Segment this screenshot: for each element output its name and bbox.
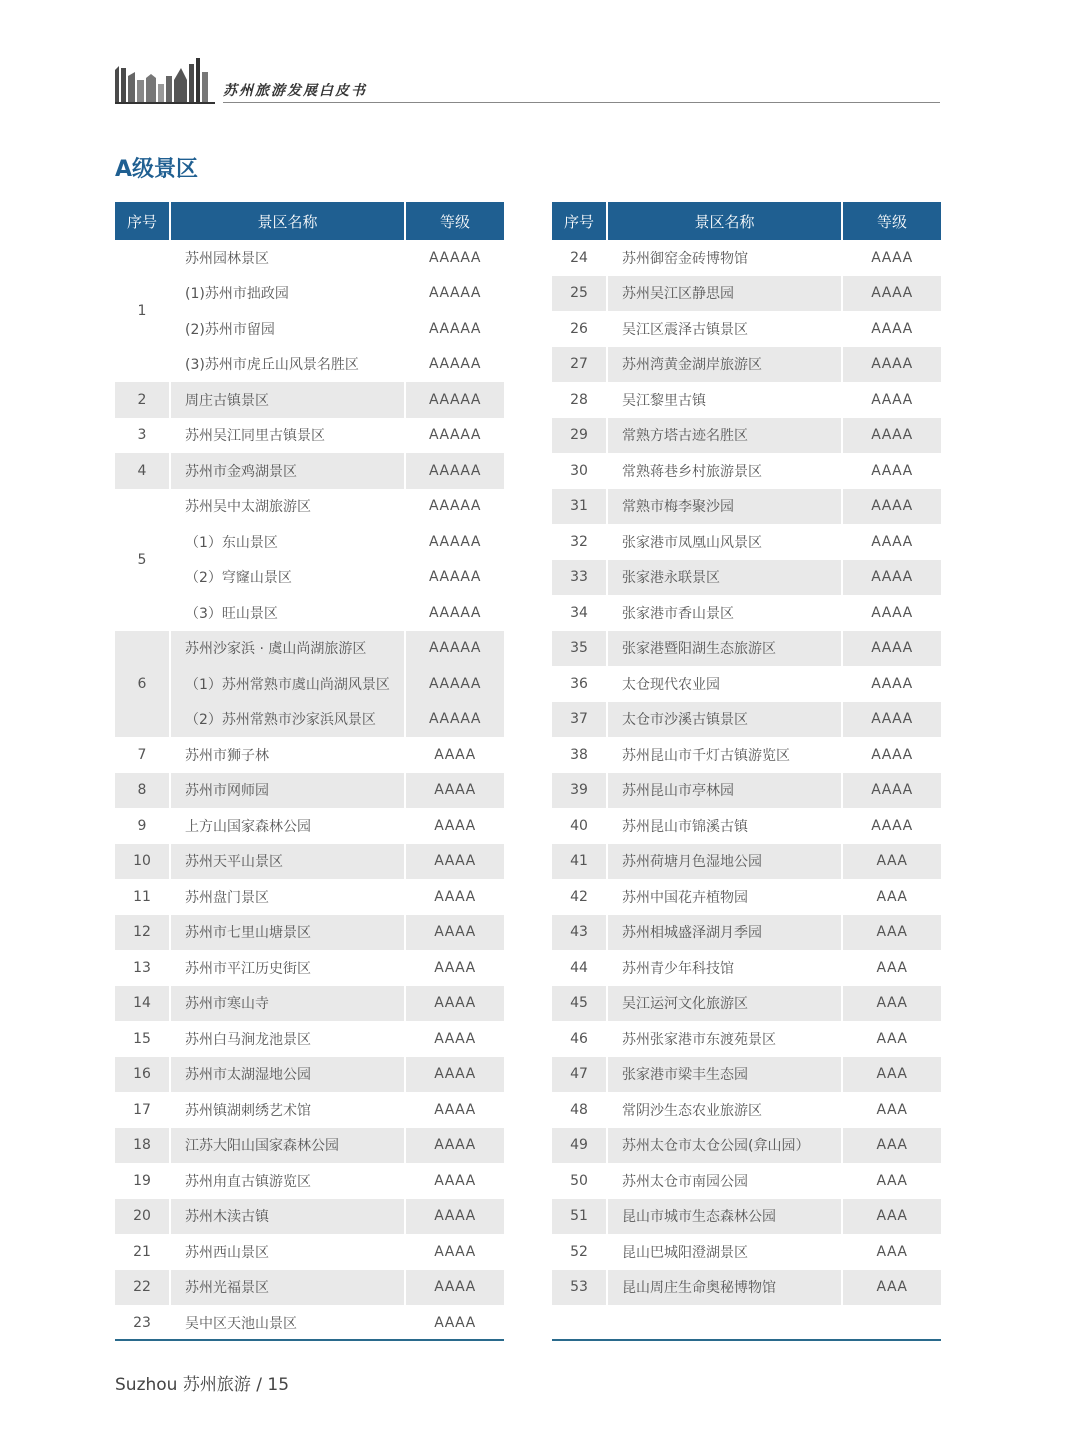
row-number: 1	[115, 240, 170, 382]
scenic-area-level: AAAA	[405, 737, 504, 773]
row-number: 5	[115, 489, 170, 631]
row-number: 6	[115, 631, 170, 738]
table-row	[552, 489, 941, 525]
scenic-area-level: AAAAA	[405, 595, 504, 631]
table-row	[552, 1092, 941, 1128]
table-row	[552, 915, 941, 951]
row-number: 38	[552, 737, 607, 773]
row-number: 43	[552, 915, 607, 951]
scenic-area-level: AAA	[842, 1021, 941, 1057]
scenic-area-level: AAAA	[842, 418, 941, 454]
row-number: 16	[115, 1057, 170, 1093]
scenic-area-level: AAAAA	[405, 666, 504, 702]
table-row	[552, 702, 941, 738]
table-row	[552, 986, 941, 1022]
scenic-area-level: AAAA	[405, 844, 504, 880]
scenic-area-name: 苏州西山景区	[170, 1234, 405, 1270]
table-row	[115, 595, 504, 631]
table-row	[115, 276, 504, 312]
row-number: 8	[115, 773, 170, 809]
scenic-area-name: 吴江黎里古镇	[607, 382, 842, 418]
scenic-area-level: AAAA	[405, 1270, 504, 1306]
row-number: 9	[115, 808, 170, 844]
scenic-area-name: 苏州市金鸡湖景区	[170, 453, 405, 489]
row-number: 25	[552, 276, 607, 312]
row-number: 45	[552, 986, 607, 1022]
row-number: 12	[115, 915, 170, 951]
scenic-area-name: 苏州园林景区	[170, 240, 405, 276]
table-row	[115, 1128, 504, 1164]
scenic-area-name: 苏州御窑金砖博物馆	[607, 240, 842, 276]
row-number: 51	[552, 1199, 607, 1235]
table-row	[115, 311, 504, 347]
row-number: 13	[115, 950, 170, 986]
scenic-area-name: 常熟市梅李聚沙园	[607, 489, 842, 525]
scenic-area-level: AAAAA	[405, 489, 504, 525]
scenic-area-name: 苏州吴江区静思园	[607, 276, 842, 312]
scenic-area-level: AAAA	[842, 595, 941, 631]
table-header-row	[115, 202, 504, 240]
table-row	[552, 844, 941, 880]
row-number: 28	[552, 382, 607, 418]
scenic-area-name: 苏州市太湖湿地公园	[170, 1057, 405, 1093]
table-row	[552, 1234, 941, 1270]
table-row	[552, 347, 941, 383]
row-number: 23	[115, 1305, 170, 1341]
scenic-area-level: AAAA	[405, 950, 504, 986]
scenic-area-level: AAA	[842, 1270, 941, 1306]
scenic-area-level: AAAA	[842, 489, 941, 525]
scenic-area-name: 张家港市梁丰生态园	[607, 1057, 842, 1093]
row-number: 24	[552, 240, 607, 276]
scenic-area-name: 昆山周庄生命奥秘博物馆	[607, 1270, 842, 1306]
table-row	[552, 631, 941, 667]
table-row	[115, 808, 504, 844]
header-title: 苏州旅游发展白皮书	[223, 83, 367, 99]
table-row	[115, 453, 504, 489]
scenic-area-level: AAA	[842, 1199, 941, 1235]
row-number: 32	[552, 524, 607, 560]
table-row	[115, 489, 504, 525]
scenic-area-level: AAAA	[405, 1092, 504, 1128]
scenic-table-left	[115, 202, 504, 1341]
table-row	[115, 1021, 504, 1057]
row-number: 46	[552, 1021, 607, 1057]
row-number: 18	[115, 1128, 170, 1164]
table-row	[115, 702, 504, 738]
table-row	[115, 844, 504, 880]
table-row	[115, 1270, 504, 1306]
scenic-area-level: AAAA	[842, 453, 941, 489]
table-row	[552, 808, 941, 844]
page-footer: Suzhou 苏州旅游 / 15	[115, 1375, 290, 1395]
scenic-area-level: AAAA	[842, 808, 941, 844]
scenic-area-name: 苏州太仓市南园公园	[607, 1163, 842, 1199]
scenic-area-name: 苏州甪直古镇游览区	[170, 1163, 405, 1199]
scenic-area-name: 苏州昆山市亭林园	[607, 773, 842, 809]
row-number: 29	[552, 418, 607, 454]
scenic-area-name: 张家港暨阳湖生态旅游区	[607, 631, 842, 667]
scenic-area-name: 江苏大阳山国家森林公园	[170, 1128, 405, 1164]
scenic-area-name: 苏州市狮子林	[170, 737, 405, 773]
row-number: 11	[115, 879, 170, 915]
table-right-bottom-rule	[552, 1339, 941, 1341]
scenic-area-level: AAA	[842, 1163, 941, 1199]
table-row	[115, 915, 504, 951]
scenic-table-right	[552, 202, 941, 1305]
page-header	[115, 58, 940, 106]
row-number: 40	[552, 808, 607, 844]
scenic-area-name: （2）穹窿山景区	[170, 560, 405, 596]
scenic-area-name: 苏州张家港市东渡苑景区	[607, 1021, 842, 1057]
table-row	[115, 382, 504, 418]
scenic-area-name: 周庄古镇景区	[170, 382, 405, 418]
row-number: 36	[552, 666, 607, 702]
scenic-area-level: AAAA	[405, 1021, 504, 1057]
header-divider	[223, 102, 940, 103]
column-header-level: 等级	[842, 202, 941, 240]
table-row	[115, 666, 504, 702]
scenic-area-level: AAA	[842, 1057, 941, 1093]
scenic-area-level: AAA	[842, 879, 941, 915]
table-row	[552, 666, 941, 702]
city-skyline-logo	[115, 58, 215, 104]
scenic-area-name: 苏州昆山市锦溪古镇	[607, 808, 842, 844]
table-row	[115, 524, 504, 560]
scenic-area-name: 苏州湾黄金湖岸旅游区	[607, 347, 842, 383]
row-number: 21	[115, 1234, 170, 1270]
row-number: 42	[552, 879, 607, 915]
scenic-area-level: AAAAA	[405, 524, 504, 560]
row-number: 15	[115, 1021, 170, 1057]
scenic-area-name: 苏州市寒山寺	[170, 986, 405, 1022]
scenic-area-name: 苏州太仓市太仓公园(弇山园）	[607, 1128, 842, 1164]
row-number: 10	[115, 844, 170, 880]
row-number: 44	[552, 950, 607, 986]
table-row	[115, 1057, 504, 1093]
column-header-name: 景区名称	[170, 202, 405, 240]
table-row	[552, 418, 941, 454]
scenic-area-level: AAAA	[842, 382, 941, 418]
scenic-area-name: 苏州荷塘月色湿地公园	[607, 844, 842, 880]
scenic-area-level: AAAAA	[405, 276, 504, 312]
scenic-area-level: AAAA	[405, 879, 504, 915]
table-row	[552, 240, 941, 276]
scenic-area-level: AAA	[842, 1234, 941, 1270]
scenic-area-name: 上方山国家森林公园	[170, 808, 405, 844]
scenic-area-level: AAAAA	[405, 382, 504, 418]
row-number: 41	[552, 844, 607, 880]
scenic-area-level: AAA	[842, 986, 941, 1022]
row-number: 47	[552, 1057, 607, 1093]
row-number: 33	[552, 560, 607, 596]
row-number: 35	[552, 631, 607, 667]
scenic-area-name: 苏州青少年科技馆	[607, 950, 842, 986]
table-row	[552, 1021, 941, 1057]
row-number: 4	[115, 453, 170, 489]
table-row	[552, 950, 941, 986]
scenic-area-level: AAAA	[405, 1234, 504, 1270]
scenic-area-level: AAA	[842, 915, 941, 951]
scenic-area-name: 苏州沙家浜 · 虞山尚湖旅游区	[170, 631, 405, 667]
scenic-area-name: 昆山巴城阳澄湖景区	[607, 1234, 842, 1270]
table-row	[552, 1163, 941, 1199]
table-header-row	[552, 202, 941, 240]
row-number: 50	[552, 1163, 607, 1199]
column-header-num: 序号	[552, 202, 607, 240]
scenic-area-level: AAAA	[405, 1128, 504, 1164]
scenic-area-name: 张家港永联景区	[607, 560, 842, 596]
scenic-area-name: 苏州中国花卉植物园	[607, 879, 842, 915]
row-number: 53	[552, 1270, 607, 1306]
scenic-area-name: 吴江区震泽古镇景区	[607, 311, 842, 347]
row-number: 20	[115, 1199, 170, 1235]
scenic-area-name: 苏州天平山景区	[170, 844, 405, 880]
row-number: 2	[115, 382, 170, 418]
table-row	[552, 1057, 941, 1093]
row-number: 39	[552, 773, 607, 809]
scenic-area-level: AAAAA	[405, 702, 504, 738]
scenic-area-name: 苏州盘门景区	[170, 879, 405, 915]
row-number: 17	[115, 1092, 170, 1128]
scenic-area-name: 苏州吴中太湖旅游区	[170, 489, 405, 525]
scenic-area-name: 苏州市平江历史街区	[170, 950, 405, 986]
scenic-area-level: AAAA	[842, 773, 941, 809]
scenic-area-level: AAAA	[405, 1305, 504, 1341]
scenic-area-level: AAAA	[842, 524, 941, 560]
row-number: 52	[552, 1234, 607, 1270]
table-row	[115, 879, 504, 915]
table-row	[552, 382, 941, 418]
section-title: A级景区	[115, 157, 199, 182]
table-row	[115, 1092, 504, 1128]
scenic-area-name: 常阴沙生态农业旅游区	[607, 1092, 842, 1128]
scenic-area-name: 太仓现代农业园	[607, 666, 842, 702]
row-number: 30	[552, 453, 607, 489]
column-header-level: 等级	[405, 202, 504, 240]
scenic-area-level: AAAA	[405, 808, 504, 844]
table-row	[552, 560, 941, 596]
scenic-area-level: AAAA	[842, 737, 941, 773]
scenic-area-level: AAAA	[842, 631, 941, 667]
table-row	[552, 1199, 941, 1235]
table-row	[115, 240, 504, 276]
scenic-area-name: 苏州吴江同里古镇景区	[170, 418, 405, 454]
row-number: 22	[115, 1270, 170, 1306]
table-row	[115, 737, 504, 773]
scenic-area-name: 苏州白马涧龙池景区	[170, 1021, 405, 1057]
scenic-area-level: AAA	[842, 844, 941, 880]
scenic-area-name: 昆山市城市生态森林公园	[607, 1199, 842, 1235]
row-number: 37	[552, 702, 607, 738]
table-row	[115, 418, 504, 454]
column-header-num: 序号	[115, 202, 170, 240]
scenic-area-level: AAAA	[842, 666, 941, 702]
table-row	[115, 1234, 504, 1270]
scenic-area-level: AAAA	[842, 311, 941, 347]
table-row	[552, 453, 941, 489]
scenic-area-name: （2）苏州常熟市沙家浜风景区	[170, 702, 405, 738]
scenic-area-level: AAAA	[405, 773, 504, 809]
row-number: 7	[115, 737, 170, 773]
scenic-area-name: (3)苏州市虎丘山风景名胜区	[170, 347, 405, 383]
scenic-area-level: AAAA	[842, 347, 941, 383]
scenic-area-name: （3）旺山景区	[170, 595, 405, 631]
scenic-area-level: AAAAA	[405, 240, 504, 276]
scenic-area-name: 吴江运河文化旅游区	[607, 986, 842, 1022]
row-number: 19	[115, 1163, 170, 1199]
table-row	[552, 1270, 941, 1306]
row-number: 26	[552, 311, 607, 347]
table-row	[552, 276, 941, 312]
scenic-area-name: 张家港市香山景区	[607, 595, 842, 631]
row-number: 27	[552, 347, 607, 383]
table-row	[552, 524, 941, 560]
scenic-area-level: AAAA	[405, 986, 504, 1022]
scenic-area-name: 苏州光福景区	[170, 1270, 405, 1306]
scenic-area-name: （1）东山景区	[170, 524, 405, 560]
scenic-area-level: AAAAA	[405, 311, 504, 347]
table-row	[115, 560, 504, 596]
scenic-area-level: AAA	[842, 1092, 941, 1128]
row-number: 14	[115, 986, 170, 1022]
table-row	[115, 986, 504, 1022]
scenic-area-name: 张家港市凤凰山风景区	[607, 524, 842, 560]
table-row	[115, 347, 504, 383]
scenic-area-name: 太仓市沙溪古镇景区	[607, 702, 842, 738]
scenic-area-level: AAAA	[842, 240, 941, 276]
scenic-area-name: 苏州相城盛泽湖月季园	[607, 915, 842, 951]
scenic-area-name: 苏州市网师园	[170, 773, 405, 809]
scenic-area-name: 常熟蒋巷乡村旅游景区	[607, 453, 842, 489]
scenic-area-name: (1)苏州市拙政园	[170, 276, 405, 312]
scenic-area-level: AAAAA	[405, 453, 504, 489]
table-row	[552, 1128, 941, 1164]
table-left-bottom-rule	[115, 1339, 504, 1341]
column-header-name: 景区名称	[607, 202, 842, 240]
scenic-area-level: AAAA	[405, 1057, 504, 1093]
scenic-area-level: AAAAA	[405, 560, 504, 596]
scenic-area-level: AAAA	[405, 1163, 504, 1199]
scenic-area-name: 吴中区天池山景区	[170, 1305, 405, 1341]
scenic-area-level: AAA	[842, 950, 941, 986]
row-number: 48	[552, 1092, 607, 1128]
table-row	[115, 1305, 504, 1341]
row-number: 31	[552, 489, 607, 525]
row-number: 3	[115, 418, 170, 454]
table-row	[552, 311, 941, 347]
scenic-area-name: 苏州昆山市千灯古镇游览区	[607, 737, 842, 773]
row-number: 49	[552, 1128, 607, 1164]
scenic-area-level: AAAA	[842, 276, 941, 312]
table-row	[552, 595, 941, 631]
scenic-area-level: AAA	[842, 1128, 941, 1164]
scenic-area-name: (2)苏州市留园	[170, 311, 405, 347]
table-row	[115, 950, 504, 986]
scenic-area-name: （1）苏州常熟市虞山尚湖风景区	[170, 666, 405, 702]
scenic-area-name: 常熟方塔古迹名胜区	[607, 418, 842, 454]
table-row	[115, 631, 504, 667]
scenic-area-name: 苏州镇湖刺绣艺术馆	[170, 1092, 405, 1128]
scenic-area-level: AAAAA	[405, 418, 504, 454]
scenic-area-level: AAAAA	[405, 631, 504, 667]
row-number: 34	[552, 595, 607, 631]
scenic-area-level: AAAA	[842, 702, 941, 738]
table-row	[115, 1163, 504, 1199]
table-row	[552, 879, 941, 915]
table-row	[115, 1199, 504, 1235]
table-row	[115, 773, 504, 809]
scenic-area-level: AAAA	[405, 1199, 504, 1235]
scenic-area-name: 苏州市七里山塘景区	[170, 915, 405, 951]
scenic-area-level: AAAA	[405, 915, 504, 951]
table-row	[552, 737, 941, 773]
scenic-area-level: AAAAA	[405, 347, 504, 383]
scenic-area-name: 苏州木渎古镇	[170, 1199, 405, 1235]
scenic-area-level: AAAA	[842, 560, 941, 596]
table-row	[552, 773, 941, 809]
